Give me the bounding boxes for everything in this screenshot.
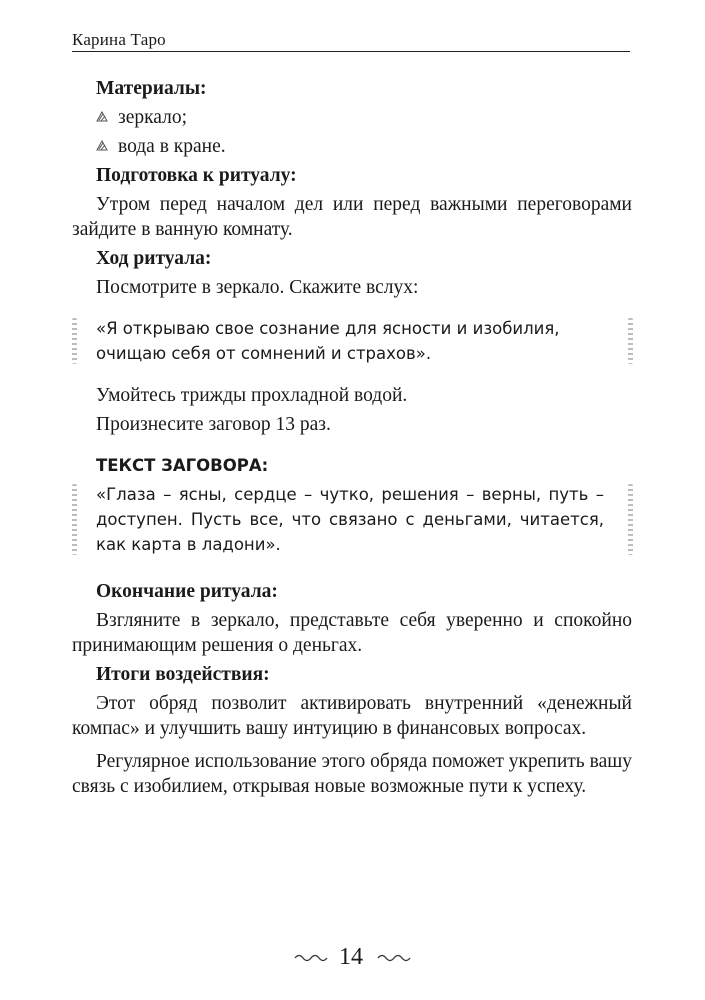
preparation-text: Утром перед началом дел или перед важными переговорами зайдите в ванную комнату. — [72, 194, 632, 240]
hatched-bullet-icon — [96, 111, 118, 125]
running-header: Карина Таро — [72, 30, 166, 49]
spell-quote — [72, 482, 632, 557]
material-item: вода в кране. — [118, 136, 226, 157]
results-paragraph: Регулярное использование этого обряда поможет укрепить вашу связь с изобилием, открывая новые возможные пути к успеху. — [72, 751, 632, 797]
quote-border-right — [628, 318, 634, 364]
list-item — [72, 134, 632, 159]
page-body — [72, 76, 632, 803]
spell-text: «Глаза – ясны, сердце – чутко, решения – верны, путь – доступен. Пусть все, что связано с деньгами, читается, как карта в ладони». — [96, 485, 604, 554]
results-heading: Итоги воздействия: — [96, 664, 270, 685]
course-text: Посмотрите в зеркало. Скажите вслух: — [96, 277, 419, 298]
ending-text: Взгляните в зеркало, представьте себя уверенно и спокойно принимающим решения о деньгах. — [72, 610, 632, 656]
hatched-bullet-icon — [96, 140, 118, 154]
material-item: зеркало; — [118, 107, 188, 128]
affirmation-text: «Я открываю свое сознание для ясности и изобилия, очищаю себя от сомнений и страхов». — [96, 319, 560, 363]
step-text: Произнесите заговор 13 раз. — [96, 414, 331, 435]
results-paragraph: Этот обряд позволит активировать внутренний «денежный компас» и улучшить вашу интуицию в финансовых вопросах. — [72, 693, 632, 739]
left-scroll-ornament-icon — [294, 949, 331, 966]
header-rule — [72, 51, 630, 52]
step-text: Умойтесь трижды прохладной водой. — [96, 385, 408, 406]
page-number: 14 — [339, 944, 363, 970]
quote-border-right — [628, 484, 634, 555]
list-item — [72, 105, 632, 130]
right-scroll-ornament-icon — [377, 949, 411, 966]
page-footer — [0, 944, 705, 971]
materials-heading: Материалы: — [96, 78, 207, 99]
spell-heading: ТЕКСТ ЗАГОВОРА: — [96, 456, 269, 475]
preparation-heading: Подготовка к ритуалу: — [96, 165, 297, 186]
affirmation-quote — [72, 316, 632, 366]
quote-border-left — [72, 484, 78, 555]
quote-border-left — [72, 318, 78, 364]
ending-heading: Окончание ритуала: — [96, 581, 278, 602]
course-heading: Ход ритуала: — [96, 248, 212, 269]
